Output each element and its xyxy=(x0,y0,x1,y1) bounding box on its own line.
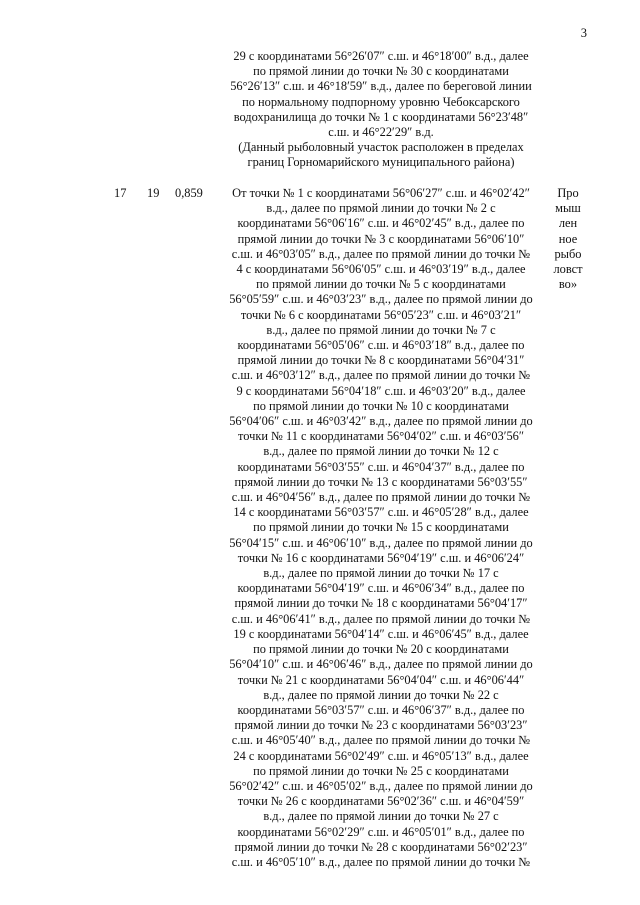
text-line: 56°02′42″ с.ш. и 46°05′02″ в.д., далее по прямой линии до xyxy=(229,778,533,793)
text-line: лен xyxy=(558,216,578,231)
text-line: координатами 56°06′16″ с.ш. и 46°02′45″ в.д., далее по xyxy=(237,216,525,231)
text-line: водохранилища до точки № 1 с координатами 56°23′48″ xyxy=(233,109,529,124)
text-line: в.д., далее по прямой линии до точки № 22 с xyxy=(263,687,499,702)
text-line: с.ш. и 46°03′05″ в.д., далее по прямой линии до точки № xyxy=(231,246,531,261)
text-line: по прямой линии до точки № 10 с координатами xyxy=(253,398,509,413)
text-line: 4 с координатами 56°06′05″ с.ш. и 46°03′19″ в.д., далее xyxy=(236,262,526,277)
text-line: прямой линии до точки № 13 с координатами 56°03′55″ xyxy=(234,474,528,489)
text-line: Про xyxy=(557,186,579,200)
text-line: 56°04′10″ с.ш. и 46°06′46″ в.д., далее по прямой линии до xyxy=(229,657,533,672)
text-line: точки № 26 с координатами 56°02′36″ с.ш. и 46°04′59″ xyxy=(237,794,525,809)
text-line: 14 с координатами 56°03′57″ с.ш. и 46°05′28″ в.д., далее xyxy=(233,505,529,520)
text-line: в.д., далее по прямой линии до точки № 12 с xyxy=(263,444,499,459)
text-line: точки № 21 с координатами 56°04′04″ с.ш. и 46°06′44″ xyxy=(237,672,525,687)
text-line: От точки № 1 с координатами 56°06′27″ с.ш. и 46°02′42″ xyxy=(232,186,530,200)
text-line: ное xyxy=(558,231,578,246)
text-line: прямой линии до точки № 23 с координатами 56°03′23″ xyxy=(234,718,528,733)
text-line: мыш xyxy=(555,201,581,216)
row-fishing-type xyxy=(551,186,585,292)
text-line: 24 с координатами 56°02′49″ с.ш. и 46°05′13″ в.д., далее xyxy=(233,748,529,763)
text-line: ловст xyxy=(553,262,583,277)
text-line: с.ш. и 46°05′10″ в.д., далее по прямой линии до точки № xyxy=(231,854,531,869)
text-line: в.д., далее по прямой линии до точки № 7 с xyxy=(266,322,496,337)
text-line: 29 с координатами 56°26′07″ с.ш. и 46°18′00″ в.д., далее xyxy=(233,49,529,63)
text-line: прямой линии до точки № 28 с координатами 56°02′23″ xyxy=(234,839,528,854)
text-line: 56°26′13″ с.ш. и 46°18′59″ в.д., далее по береговой линии xyxy=(230,79,532,94)
text-line: в.д., далее по прямой линии до точки № 17 с xyxy=(263,566,499,581)
text-line: с.ш. и 46°03′12″ в.д., далее по прямой линии до точки № xyxy=(231,368,531,383)
row-boundary-description xyxy=(218,186,544,870)
row-area: 0,859 xyxy=(175,186,203,200)
text-line: рыбо xyxy=(554,246,582,261)
text-line: 56°04′06″ с.ш. и 46°03′42″ в.д., далее по прямой линии до xyxy=(229,414,533,429)
text-line: с.ш. и 46°05′40″ в.д., далее по прямой линии до точки № xyxy=(231,733,531,748)
text-line: с.ш. и 46°06′41″ в.д., далее по прямой линии до точки № xyxy=(231,611,531,626)
text-line: по прямой линии до точки № 30 с координатами xyxy=(253,64,509,79)
text-line: в.д., далее по прямой линии до точки № 2 с xyxy=(266,201,496,216)
text-line: с.ш. и 46°22′29″ в.д. xyxy=(328,125,434,140)
text-line: прямой линии до точки № 18 с координатами 56°04′17″ xyxy=(234,596,528,611)
row-code: 19 xyxy=(147,186,160,200)
text-line: координатами 56°04′19″ с.ш. и 46°06′34″ в.д., далее по xyxy=(237,581,525,596)
row-number: 17 xyxy=(114,186,127,200)
text-line: в.д., далее по прямой линии до точки № 27 с xyxy=(263,809,499,824)
text-line: по прямой линии до точки № 15 с координатами xyxy=(253,520,509,535)
page-number: 3 xyxy=(580,26,587,40)
text-line: координатами 56°02′29″ с.ш. и 46°05′01″ в.д., далее по xyxy=(237,824,525,839)
text-line: по прямой линии до точки № 5 с координатами xyxy=(256,277,506,292)
text-line: прямой линии до точки № 3 с координатами 56°06′10″ xyxy=(237,231,525,246)
text-line: по прямой линии до точки № 20 с координатами xyxy=(253,642,509,657)
text-line: 56°05′59″ с.ш. и 46°03′23″ в.д., далее по прямой линии до xyxy=(229,292,533,307)
text-line: точки № 16 с координатами 56°04′19″ с.ш. и 46°06′24″ xyxy=(237,550,525,565)
text-line: границ Горномарийского муниципального района) xyxy=(247,155,515,170)
text-line: 19 с координатами 56°04′14″ с.ш. и 46°06′45″ в.д., далее xyxy=(233,626,529,641)
text-line: во» xyxy=(558,277,578,292)
text-line: координатами 56°03′55″ с.ш. и 46°04′37″ в.д., далее по xyxy=(237,459,525,474)
text-line: точки № 11 с координатами 56°04′02″ с.ш. и 46°03′56″ xyxy=(238,429,524,444)
text-line: координатами 56°03′57″ с.ш. и 46°06′37″ в.д., далее по xyxy=(237,702,525,717)
text-line: с.ш. и 46°04′56″ в.д., далее по прямой линии до точки № xyxy=(231,490,531,505)
text-line: точки № 6 с координатами 56°05′23″ с.ш. и 46°03′21″ xyxy=(240,307,522,322)
text-line: по прямой линии до точки № 25 с координатами xyxy=(253,763,509,778)
text-line: (Данный рыболовный участок расположен в пределах xyxy=(238,140,524,155)
text-line: по нормальному подпорному уровню Чебоксарского xyxy=(242,94,520,109)
previous-row-description-continuation xyxy=(218,49,544,171)
text-line: 9 с координатами 56°04′18″ с.ш. и 46°03′20″ в.д., далее xyxy=(236,383,526,398)
text-line: 56°04′15″ с.ш. и 46°06′10″ в.д., далее по прямой линии до xyxy=(229,535,533,550)
text-line: прямой линии до точки № 8 с координатами 56°04′31″ xyxy=(237,353,525,368)
text-line: координатами 56°05′06″ с.ш. и 46°03′18″ в.д., далее по xyxy=(237,338,525,353)
